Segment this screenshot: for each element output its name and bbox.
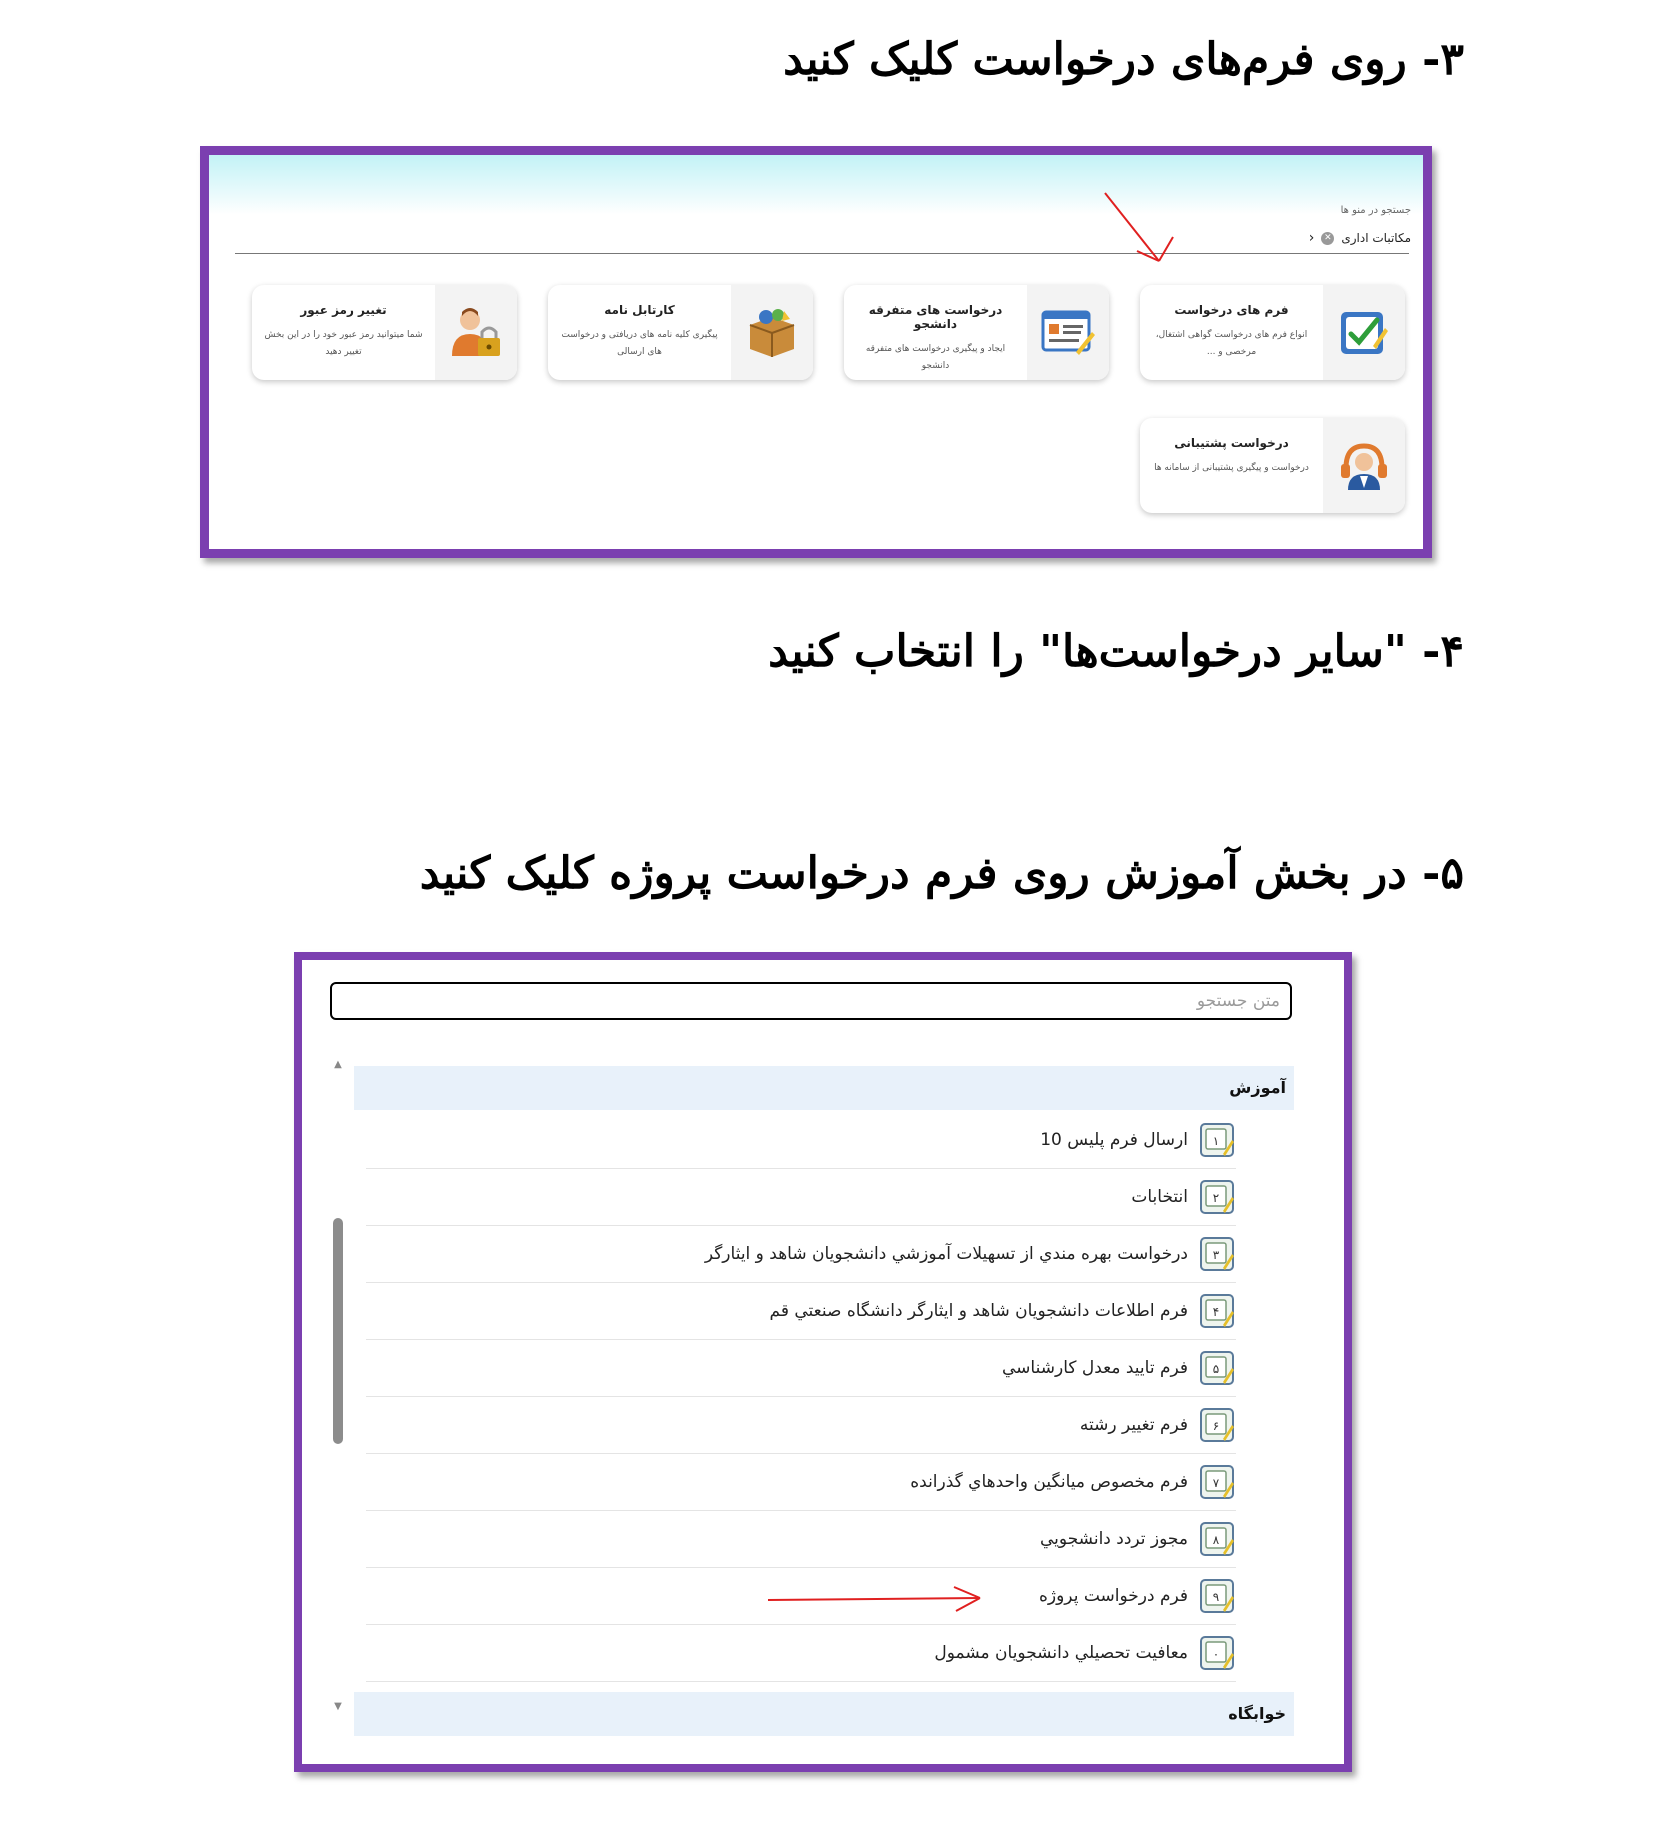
list-item-label: فرم تاييد معدل كارشناسي (1002, 1358, 1188, 1378)
step-3-heading: ۳- روی فرم‌های درخواست کلیک کنید (783, 34, 1464, 85)
list-item[interactable] (366, 1511, 1236, 1568)
form-edit-icon (1198, 1520, 1236, 1558)
form-edit-icon (1198, 1178, 1236, 1216)
headset-support-icon (1323, 418, 1405, 513)
list-item[interactable] (366, 1226, 1236, 1283)
breadcrumb-label[interactable]: مکاتبات اداری (1341, 231, 1411, 245)
divider (235, 253, 1409, 254)
card-desc: انواع فرم های درخواست گواهی اشتغال، مرخصی و ... (1155, 330, 1308, 357)
scrollbar-thumb[interactable] (333, 1218, 343, 1444)
card-title: فرم های درخواست (1174, 303, 1289, 317)
step-5-heading: ۵- در بخش آموزش روی فرم درخواست پروژه کلیک کنید (419, 848, 1464, 899)
card-title: تغییر رمز عبور (300, 303, 387, 317)
requests-list-screenshot (294, 952, 1352, 1772)
form-edit-icon (1198, 1349, 1236, 1387)
svg-text:۰: ۰ (1212, 1647, 1220, 1661)
scroll-up-icon[interactable]: ▲ (334, 1059, 342, 1070)
list-item[interactable] (366, 1169, 1236, 1226)
list-item-label: درخواست بهره مندي از تسهيلات آموزشي دانشجويان شاهد و ايثارگر (704, 1244, 1188, 1264)
card-request-forms[interactable] (1140, 285, 1405, 380)
form-edit-icon (1198, 1292, 1236, 1330)
card-letter-inbox[interactable] (548, 285, 813, 380)
close-icon[interactable]: ✕ (1321, 232, 1334, 245)
card-desc: پیگیری کلیه نامه های دریافتی و درخواست های ارسالی (561, 330, 718, 357)
card-desc: ایجاد و پیگیری درخواست های متفرقه دانشجو (865, 344, 1006, 371)
card-title: درخواست های متفرقه دانشجو (868, 303, 1003, 331)
box-icon (731, 285, 813, 380)
list-item[interactable] (366, 1112, 1236, 1169)
form-edit-icon (1198, 1406, 1236, 1444)
form-edit-icon (1198, 1121, 1236, 1159)
document-form-icon (1027, 285, 1109, 380)
header-gradient (209, 155, 1423, 215)
education-items-list (366, 1112, 1236, 1682)
form-edit-icon (1198, 1463, 1236, 1501)
card-change-password[interactable] (252, 285, 517, 380)
section-dormitory[interactable]: خوابگاه (354, 1692, 1294, 1736)
list-item-label: فرم درخواست پروژه (1038, 1586, 1188, 1606)
svg-text:۶: ۶ (1212, 1419, 1220, 1433)
list-item[interactable] (366, 1397, 1236, 1454)
scroll-down-icon[interactable]: ▼ (334, 1701, 342, 1712)
list-item-label: فرم مخصوص ميانگين واحدهاي گذرانده (910, 1472, 1188, 1492)
card-support-request[interactable] (1140, 418, 1405, 513)
chevron-left-icon[interactable]: ‹ (1308, 230, 1315, 246)
form-edit-icon (1198, 1577, 1236, 1615)
checkbox-form-icon (1323, 285, 1405, 380)
menu-search-label[interactable]: جستجو در منو ها (1340, 205, 1411, 216)
services-screenshot (200, 146, 1432, 558)
card-desc: شما میتوانید رمز عبور خود را در این بخش تغییر دهید (264, 330, 423, 357)
list-item-label: فرم تغيير رشته (1079, 1415, 1188, 1435)
svg-text:۸: ۸ (1212, 1533, 1220, 1547)
card-title: کارتابل نامه (604, 303, 675, 317)
breadcrumb (1309, 230, 1411, 246)
svg-text:۹: ۹ (1212, 1590, 1220, 1604)
list-item-label: انتخابات (1131, 1187, 1188, 1207)
svg-text:۴: ۴ (1212, 1305, 1220, 1319)
section-education[interactable]: آموزش (354, 1066, 1294, 1110)
step-4-heading: ۴- "سایر درخواست‌ها" را انتخاب کنید (768, 626, 1464, 677)
list-item[interactable] (366, 1340, 1236, 1397)
scrollbar[interactable] (332, 1060, 344, 1712)
svg-text:۵: ۵ (1212, 1362, 1220, 1376)
list-item[interactable] (366, 1454, 1236, 1511)
annotation-arrow-icon (766, 1584, 988, 1614)
list-item-label: ارسال فرم پلیس 10 (1040, 1130, 1188, 1150)
svg-text:۳: ۳ (1212, 1248, 1220, 1262)
svg-text:۲: ۲ (1212, 1191, 1220, 1205)
form-edit-icon (1198, 1634, 1236, 1672)
list-item[interactable] (366, 1283, 1236, 1340)
user-lock-icon (435, 285, 517, 380)
list-item-project-request[interactable] (366, 1568, 1236, 1625)
list-item-label: معافيت تحصيلي دانشجويان مشمول (934, 1643, 1188, 1663)
form-edit-icon (1198, 1235, 1236, 1273)
svg-text:۷: ۷ (1212, 1476, 1220, 1490)
svg-text:۱: ۱ (1212, 1134, 1220, 1148)
card-desc: درخواست و پیگیری پشتیبانی از سامانه ها (1154, 463, 1309, 473)
card-title: درخواست پشتیبانی (1174, 436, 1289, 450)
card-student-misc-requests[interactable] (844, 285, 1109, 380)
list-item-label: مجوز تردد دانشجويي (1040, 1529, 1188, 1549)
search-input[interactable] (330, 982, 1292, 1020)
list-item[interactable] (366, 1625, 1236, 1682)
list-item-label: فرم اطلاعات دانشجويان شاهد و ايثارگر دانشگاه صنعتي قم (769, 1301, 1188, 1321)
